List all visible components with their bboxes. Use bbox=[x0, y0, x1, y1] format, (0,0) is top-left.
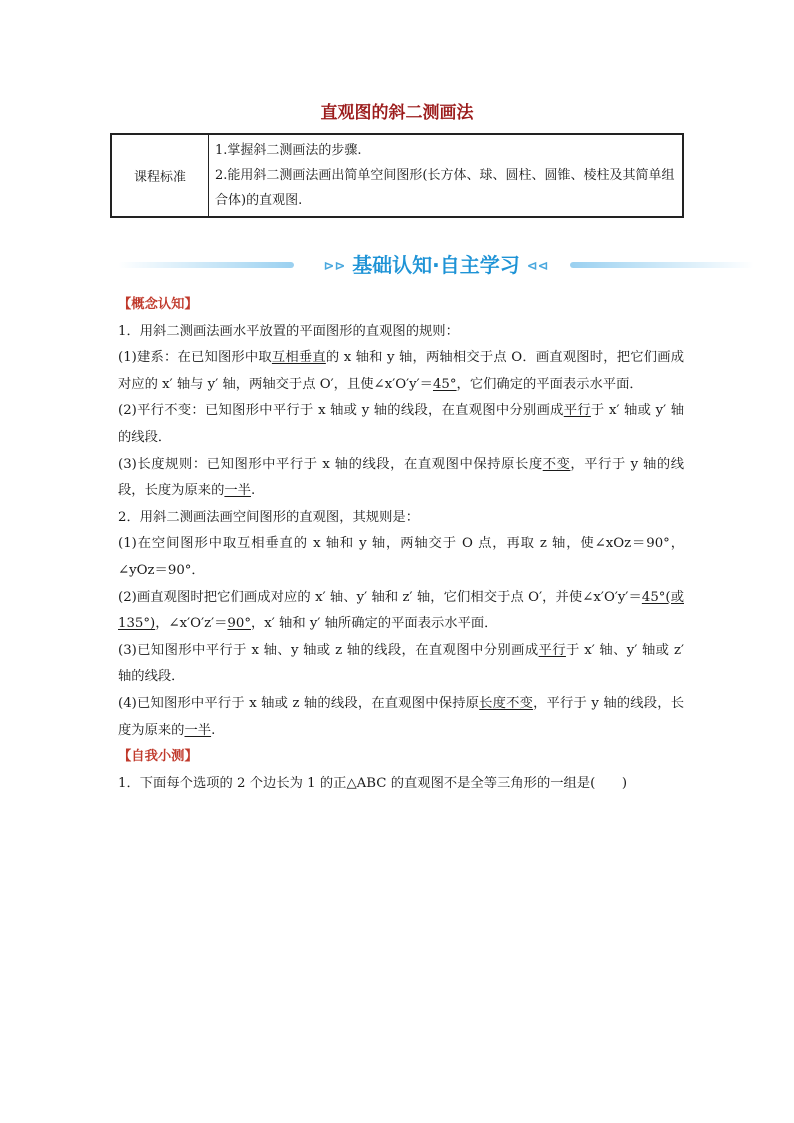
standard-item: 2.能用斜二测画法画出简单空间图形(长方体、球、圆柱、圆锥、棱柱及其简单组合体)的直观图. bbox=[215, 168, 675, 208]
rule-1-2: (2)平行不变：已知图形中平行于 x 轴或 y 轴的线段，在直观图中分别画成平行于 x′ 轴或 y′ 轴的线段． bbox=[118, 403, 684, 445]
answer-blank: 互相垂直 bbox=[271, 350, 326, 366]
answer-blank: 一半 bbox=[224, 483, 251, 499]
double-arrow-left-icon: ⊲⊲ bbox=[526, 259, 549, 274]
rule-2-2: (2)画直观图时把它们画成对应的 x′ 轴、y′ 轴和 z′ 轴，它们相交于点 O′，并使∠x′O′y′＝45°(或 135°)，∠x′O′z′＝90°，x′ 轴和 y′ 轴所确定的平面表示水平面． bbox=[118, 589, 684, 632]
section-label-concept: 【概念认知】 bbox=[118, 297, 198, 312]
section-banner bbox=[118, 250, 754, 280]
answer-blank: 45°(或 135°) bbox=[118, 589, 684, 632]
course-standard-label: 课程标准 bbox=[111, 134, 209, 217]
question-1: 1．下面每个选项的 2 个边长为 1 的正△ABC 的直观图不是全等三角形的一组是( ) bbox=[118, 775, 628, 791]
rule-1-1: (1)建系：在已知图形中取互相垂直的 x 轴和 y 轴，两轴相交于点 O．画直观图时，把它们画成对应的 x′ 轴与 y′ 轴，两轴交于点 O′，且使∠x′O′y′＝45°，它们确定的平面表示水平面． bbox=[118, 350, 685, 392]
rule-2-3: (3)已知图形中平行于 x 轴、y 轴或 z 轴的线段，在直观图中分别画成平行于 x′ 轴、y′ 轴或 z′ 轴的线段． bbox=[118, 642, 685, 685]
course-standard-table bbox=[110, 133, 684, 218]
standard-item: 1.掌握斜二测画法的步骤. bbox=[215, 143, 362, 158]
course-standard-content bbox=[209, 134, 684, 217]
page-title: 直观图的斜二测画法 bbox=[320, 103, 474, 123]
answer-blank: 不变 bbox=[542, 456, 571, 472]
rule-heading-1: 1．用斜二测画法画水平放置的平面图形的直观图的规则： bbox=[118, 323, 459, 339]
answer-blank: 45° bbox=[432, 376, 457, 392]
double-arrow-right-icon: ⊳⊳ bbox=[323, 259, 346, 274]
answer-blank: 90° bbox=[227, 616, 251, 632]
rule-2-4: (4)已知图形中平行于 x 轴或 z 轴的线段，在直观图中保持原长度不变，平行于 y 轴的线段，长度为原来的一半. bbox=[118, 695, 685, 738]
rule-heading-2: 2．用斜二测画法画空间图形的直观图，其规则是： bbox=[118, 509, 419, 525]
rule-1-3: (3)长度规则：已知图形中平行于 x 轴的线段，在直观图中保持原长度不变，平行于 y 轴的线段，长度为原来的一半. bbox=[118, 456, 685, 499]
content-body bbox=[118, 292, 684, 797]
answer-blank: 平行 bbox=[538, 642, 566, 658]
banner-title: 基础认知·自主学习 bbox=[352, 253, 520, 277]
rule-2-1: (1)在空间图形中取互相垂直的 x 轴和 y 轴，两轴交于 O 点，再取 z 轴，使∠xOz＝90°，∠yOz＝90°． bbox=[118, 536, 684, 578]
answer-blank: 平行 bbox=[563, 403, 591, 419]
answer-blank: 长度不变 bbox=[479, 695, 534, 711]
section-label-selftest: 【自我小测】 bbox=[118, 749, 198, 765]
answer-blank: 一半 bbox=[184, 722, 212, 738]
